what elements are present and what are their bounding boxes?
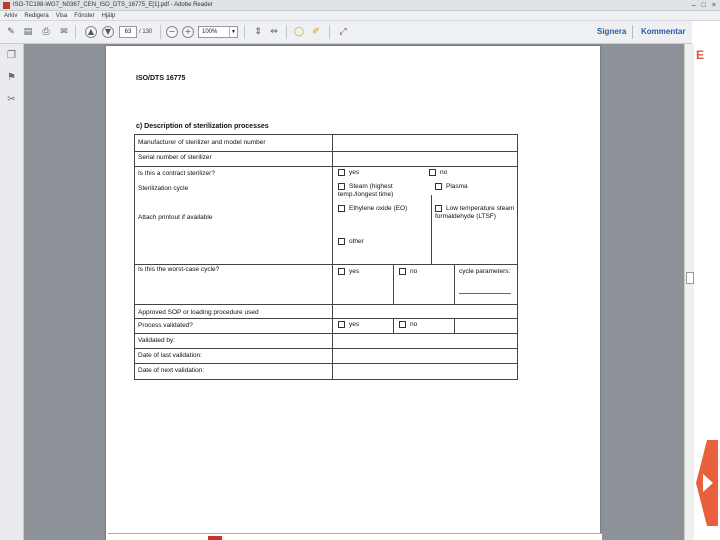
label-validated-by: Validated by: [138, 337, 176, 344]
menu-bar [0, 11, 720, 21]
page-number-input[interactable]: 63 [119, 26, 137, 38]
comment-button[interactable]: Kommentar [641, 27, 686, 36]
zoom-in-icon[interactable]: + [182, 26, 194, 38]
comment-note-icon[interactable]: ◯ [293, 27, 305, 37]
page-thumbnails-icon[interactable]: ❐ [7, 50, 16, 61]
checkbox-validated-yes[interactable] [338, 321, 345, 328]
background-edge [694, 44, 720, 540]
arrow-icon [703, 474, 713, 492]
create-pdf-icon[interactable]: ✎ [7, 27, 15, 37]
option-steam: Steam (highest temp./longest time) [338, 183, 394, 198]
document-header: ISO/DTS 16775 [136, 75, 186, 82]
label-serial: Serial number of sterilizer [138, 154, 212, 161]
checkbox-worst-no[interactable] [399, 268, 406, 275]
zoom-select[interactable] [198, 26, 238, 38]
option-validated-yes: yes [349, 321, 360, 328]
red-marker [208, 536, 222, 540]
section-title: c) Description of sterilization processes [136, 123, 269, 130]
cycle-parameters-field[interactable] [459, 293, 511, 294]
scrollbar-thumb[interactable] [686, 272, 694, 284]
checkbox-plasma[interactable] [435, 183, 442, 190]
zoom-out-icon[interactable]: − [166, 26, 178, 38]
sign-button[interactable]: Signera [597, 27, 627, 36]
label-manufacturer: Manufacturer of sterilizer and model number [138, 139, 266, 146]
label-next-validation: Date of next validation: [138, 367, 205, 374]
option-contract-yes: yes [349, 169, 360, 176]
label-validated: Process validated? [138, 322, 193, 329]
option-ltsf: Low temperature steam formaldehyde (LTSF) [435, 205, 515, 220]
checkbox-worst-yes[interactable] [338, 268, 345, 275]
document-area[interactable] [24, 44, 684, 540]
adobe-reader-icon [3, 2, 10, 9]
option-other: other [349, 238, 364, 245]
highlight-icon[interactable]: ✐ [312, 27, 320, 37]
label-worst-case: Is this the worst-case cycle? [138, 266, 220, 273]
label-cycle: Sterilization cycle [138, 185, 189, 192]
label-printout: Attach printout if available [138, 214, 213, 221]
menu-hjalp[interactable]: Hjälp [101, 13, 116, 19]
checkbox-eo[interactable] [338, 205, 345, 212]
option-worst-yes: yes [349, 268, 360, 275]
checkbox-validated-no[interactable] [399, 321, 406, 328]
zoom-value: 100% [202, 29, 218, 35]
page-total: / 130 [139, 29, 153, 35]
pdf-page [106, 46, 600, 540]
checkbox-other[interactable] [338, 238, 345, 245]
print-icon[interactable]: ⎙ [42, 27, 50, 37]
label-contract: Is this a contract sterilizer? [138, 170, 215, 177]
menu-fonster[interactable]: Fönster [74, 13, 95, 19]
vertical-scrollbar[interactable] [684, 44, 694, 540]
menu-visa[interactable]: Visa [55, 13, 68, 19]
close-button[interactable]: × [711, 2, 716, 9]
chevron-down-icon[interactable]: ▼ [229, 27, 237, 37]
menu-arkiv[interactable]: Arkiv [4, 13, 18, 19]
expand-icon[interactable]: ⤢ [339, 27, 347, 37]
checkbox-contract-no[interactable] [429, 169, 436, 176]
bookmarks-icon[interactable]: ⚑ [7, 72, 16, 83]
fit-page-icon[interactable]: ⇕ [254, 27, 262, 37]
option-plasma: Plasma [446, 183, 468, 190]
menu-redigera[interactable]: Redigera [24, 13, 49, 19]
option-validated-no: no [410, 321, 418, 328]
label-last-validation: Date of last validation: [138, 352, 202, 359]
previous-page-icon[interactable]: ▲ [85, 26, 97, 38]
title-bar [0, 0, 720, 11]
next-page-icon[interactable]: ▼ [102, 26, 114, 38]
minimize-button[interactable]: – [691, 2, 696, 9]
sterilization-form [134, 134, 518, 380]
option-cycle-parameters: cycle parameters: [459, 268, 511, 275]
checkbox-contract-yes[interactable] [338, 169, 345, 176]
navigation-pane [0, 44, 24, 540]
attachments-icon[interactable]: ✂ [7, 94, 16, 105]
option-contract-no: no [440, 169, 448, 176]
fit-width-icon[interactable]: ⇔ [270, 27, 278, 37]
option-eo: Ethylene oxide (EO) [349, 205, 408, 212]
label-sop: Approved SOP or loading procedure used [138, 309, 259, 316]
next-page-edge [108, 533, 602, 540]
background-letter: E [696, 48, 705, 62]
email-icon[interactable]: ✉ [60, 27, 68, 37]
toolbar [0, 21, 692, 44]
window-title: ISO-TC198-WG7_N0367_CEN_ISO_DTS_16775_E[1].pdf - Adobe Reader [13, 2, 213, 8]
open-icon[interactable]: ▤ [23, 27, 33, 37]
maximize-button[interactable]: □ [701, 2, 706, 9]
option-worst-no: no [410, 268, 418, 275]
